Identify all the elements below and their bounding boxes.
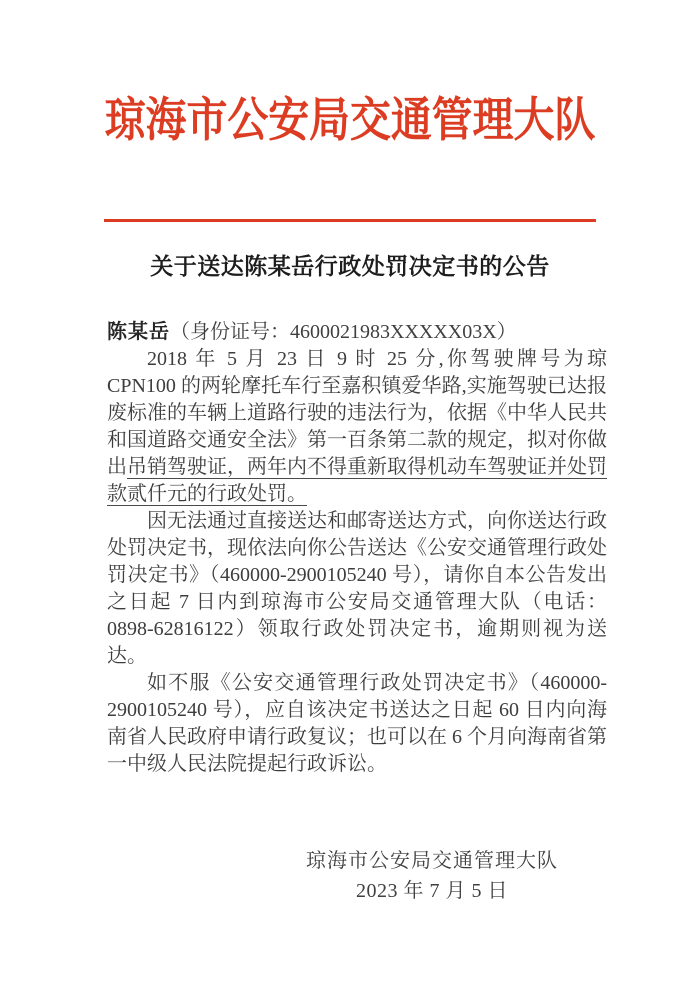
letterhead — [0, 0, 700, 149]
recipient-name: 陈某岳 — [107, 321, 170, 343]
document-title: 关于送达陈某岳行政处罚决定书的公告 — [150, 254, 550, 279]
violation-description-text: 2018 年 5 月 23 日 9 时 25 分,你驾驶牌号为琼 CPN100 的两轮摩托车行至嘉积镇爱华路,实施驾驶已达报废标准的车辆上道路行驶的违法行为，依据《中华人民共和国道路交通安全法》第一百条第二款的规定，拟对你做出 — [107, 348, 607, 478]
recipient-id-number: （身份证号：4600021983XXXXX03X） — [170, 321, 517, 343]
letterhead-agency-title: 琼海市公安局交通管理大队 — [104, 95, 596, 147]
signature-date: 2023 年 7 月 5 日 — [356, 880, 508, 902]
letterhead-divider-line — [104, 219, 596, 222]
paragraph-appeal-rights: 如不服《公安交通管理行政处罚决定书》（460000-2900105240 号），应自该决定书送达之日起 60 日内向海南省人民政府申请行政复议；也可以在 6 个月向海南省第一中级人民法院提起行政诉讼。 — [107, 672, 607, 775]
paragraph-violation-and-penalty — [107, 346, 607, 508]
document-body — [107, 319, 607, 906]
penalty-underlined-text: 吊销驾驶证，两年内不得重新取得机动车驾驶证并处罚款贰仟元的行政处罚。 — [107, 456, 607, 505]
paragraph-service-notice: 因无法通过直接送达和邮寄送达方式，向你送达行政处罚决定书，现依法向你公告送达《公安交通管理行政处罚决定书》（460000-2900105240 号），请你自本公告发出之日起 7 日内到琼海市公安局交通管理大队（电话：0898-62816122）领取行政处罚决定书，逾期则视为送达。 — [107, 510, 607, 667]
signature-organization: 琼海市公安局交通管理大队 — [306, 850, 558, 872]
signature-block — [306, 846, 558, 906]
recipient-line — [107, 319, 607, 346]
